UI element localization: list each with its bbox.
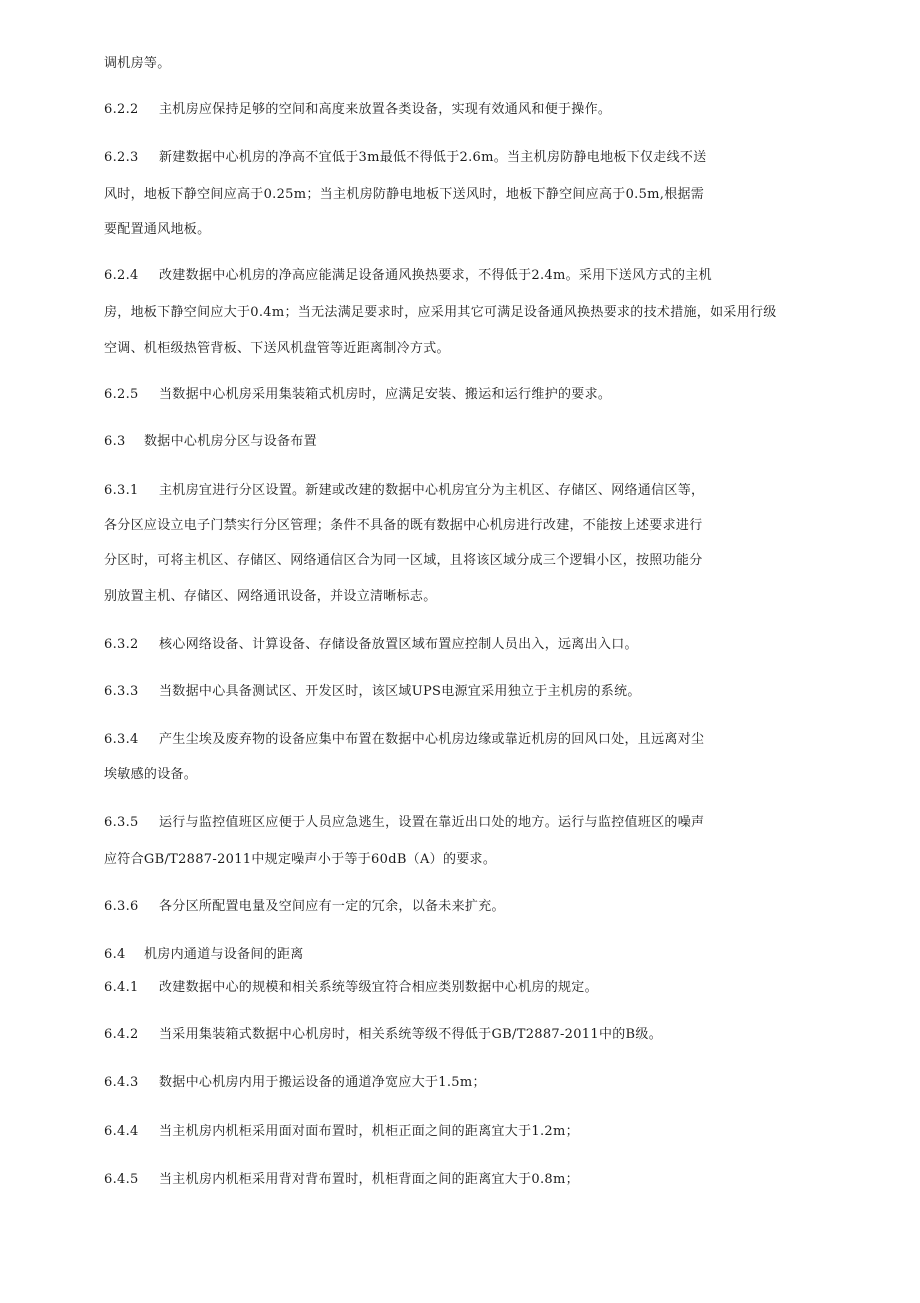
- line-text: 主机房应保持足够的空间和高度来放置各类设备，实现有效通风和便于操作。: [159, 102, 612, 117]
- clause-number: 6.2.3: [104, 150, 139, 165]
- line-text: 主机房宜进行分区设置。新建或改建的数据中心机房宜分为主机区、存储区、网络通信区等，: [159, 483, 705, 498]
- paragraph-line: [104, 56, 171, 72]
- clause-number: 6.3.1: [104, 483, 139, 498]
- paragraph-line: [104, 387, 611, 403]
- line-text: 机房内通道与设备间的距离: [144, 947, 304, 962]
- paragraph-line: [104, 815, 704, 831]
- clause-number: 6.3.6: [104, 899, 139, 914]
- line-text: 要配置通风地板。: [104, 222, 211, 237]
- clause-number: 6.3.3: [104, 684, 139, 699]
- section-heading: [104, 947, 304, 963]
- line-text: 产生尘埃及废弃物的设备应集中布置在数据中心机房边缘或靠近机房的回风口处，且远离对尘: [159, 732, 705, 747]
- line-text: 核心网络设备、计算设备、存储设备放置区域布置应控制人员出入，远离出入口。: [159, 637, 638, 652]
- paragraph-line: [104, 732, 704, 748]
- line-text: 改建数据中心机房的净高应能满足设备通风换热要求，不得低于2.4m。采用下送风方式的主机: [159, 268, 712, 283]
- section-heading: [104, 434, 317, 450]
- line-text: 各分区应设立电子门禁实行分区管理；条件不具备的既有数据中心机房进行改建，不能按上述要求进行: [104, 518, 703, 533]
- paragraph-line: [104, 553, 703, 569]
- line-text: 当采用集装箱式数据中心机房时，相关系统等级不得低于GB/T2887-2011中的B级。: [159, 1027, 663, 1042]
- clause-number: 6.2.4: [104, 268, 139, 283]
- paragraph-line: [104, 268, 712, 284]
- paragraph-line: [104, 980, 598, 996]
- clause-number: 6.4.2: [104, 1027, 139, 1042]
- line-text: 当主机房内机柜采用面对面布置时，机柜正面之间的距离宜大于1.2m；: [159, 1124, 579, 1139]
- paragraph-line: [104, 102, 611, 118]
- line-text: 风时，地板下静空间应高于0.25m；当主机房防静电地板下送风时，地板下静空间应高于0.5m,根据需: [104, 187, 705, 202]
- clause-number: 6.3.2: [104, 637, 139, 652]
- line-text: 房，地板下静空间应大于0.4m；当无法满足要求时，应采用其它可满足设备通风换热要求的技术措施，如采用行级: [104, 305, 777, 320]
- clause-number: 6.4.4: [104, 1124, 139, 1139]
- paragraph-line: [104, 637, 638, 653]
- clause-number: 6.4: [104, 947, 126, 962]
- line-text: 改建数据中心的规模和相关系统等级宜符合相应类别数据中心机房的规定。: [159, 980, 598, 995]
- line-text: 空调、机柜级热管背板、下送风机盘管等近距离制冷方式。: [104, 341, 450, 356]
- line-text: 数据中心机房内用于搬运设备的通道净宽应大于1.5m；: [159, 1075, 486, 1090]
- clause-number: 6.2.5: [104, 387, 139, 402]
- line-text: 分区时，可将主机区、存储区、网络通信区合为同一区域，且将该区域分成三个逻辑小区，按照功能分: [104, 553, 703, 568]
- clause-number: 6.3.4: [104, 732, 139, 747]
- paragraph-line: [104, 767, 197, 783]
- paragraph-line: [104, 305, 777, 321]
- clause-number: 6.4.5: [104, 1172, 139, 1187]
- line-text: 当数据中心机房采用集装箱式机房时，应满足安装、搬运和运行维护的要求。: [159, 387, 612, 402]
- line-text: 应符合GB/T2887-2011中规定噪声小于等于60dB（A）的要求。: [104, 852, 497, 867]
- paragraph-line: [104, 589, 437, 605]
- paragraph-line: [104, 187, 704, 203]
- paragraph-line: [104, 518, 703, 534]
- paragraph-line: [104, 222, 210, 238]
- paragraph-line: [104, 684, 641, 700]
- line-text: 运行与监控值班区应便于人员应急逃生，设置在靠近出口处的地方。运行与监控值班区的噪声: [159, 815, 705, 830]
- clause-number: 6.4.1: [104, 980, 139, 995]
- line-text: 别放置主机、存储区、网络通讯设备，并设立清晰标志。: [104, 589, 437, 604]
- clause-number: 6.2.2: [104, 102, 139, 117]
- clause-number: 6.3.5: [104, 815, 139, 830]
- line-text: 埃敏感的设备。: [104, 767, 198, 782]
- line-text: 当主机房内机柜采用背对背布置时，机柜背面之间的距离宜大于0.8m；: [159, 1172, 579, 1187]
- line-text: 新建数据中心机房的净高不宜低于3m最低不得低于2.6m。当主机房防静电地板下仅走线不送: [159, 150, 707, 165]
- paragraph-line: [104, 150, 707, 166]
- line-text: 各分区所配置电量及空间应有一定的冗余，以备未来扩充。: [159, 899, 505, 914]
- paragraph-line: [104, 1172, 579, 1188]
- line-text: 数据中心机房分区与设备布置: [144, 434, 317, 449]
- line-text: 当数据中心具备测试区、开发区时，该区域UPS电源宜采用独立于主机房的系统。: [159, 684, 641, 699]
- paragraph-line: [104, 852, 496, 868]
- clause-number: 6.3: [104, 434, 126, 449]
- line-text: 调机房等。: [104, 56, 171, 71]
- paragraph-line: [104, 483, 704, 499]
- paragraph-line: [104, 1027, 662, 1043]
- paragraph-line: [104, 1124, 579, 1140]
- paragraph-line: [104, 341, 450, 357]
- clause-number: 6.4.3: [104, 1075, 139, 1090]
- paragraph-line: [104, 899, 505, 915]
- paragraph-line: [104, 1075, 486, 1091]
